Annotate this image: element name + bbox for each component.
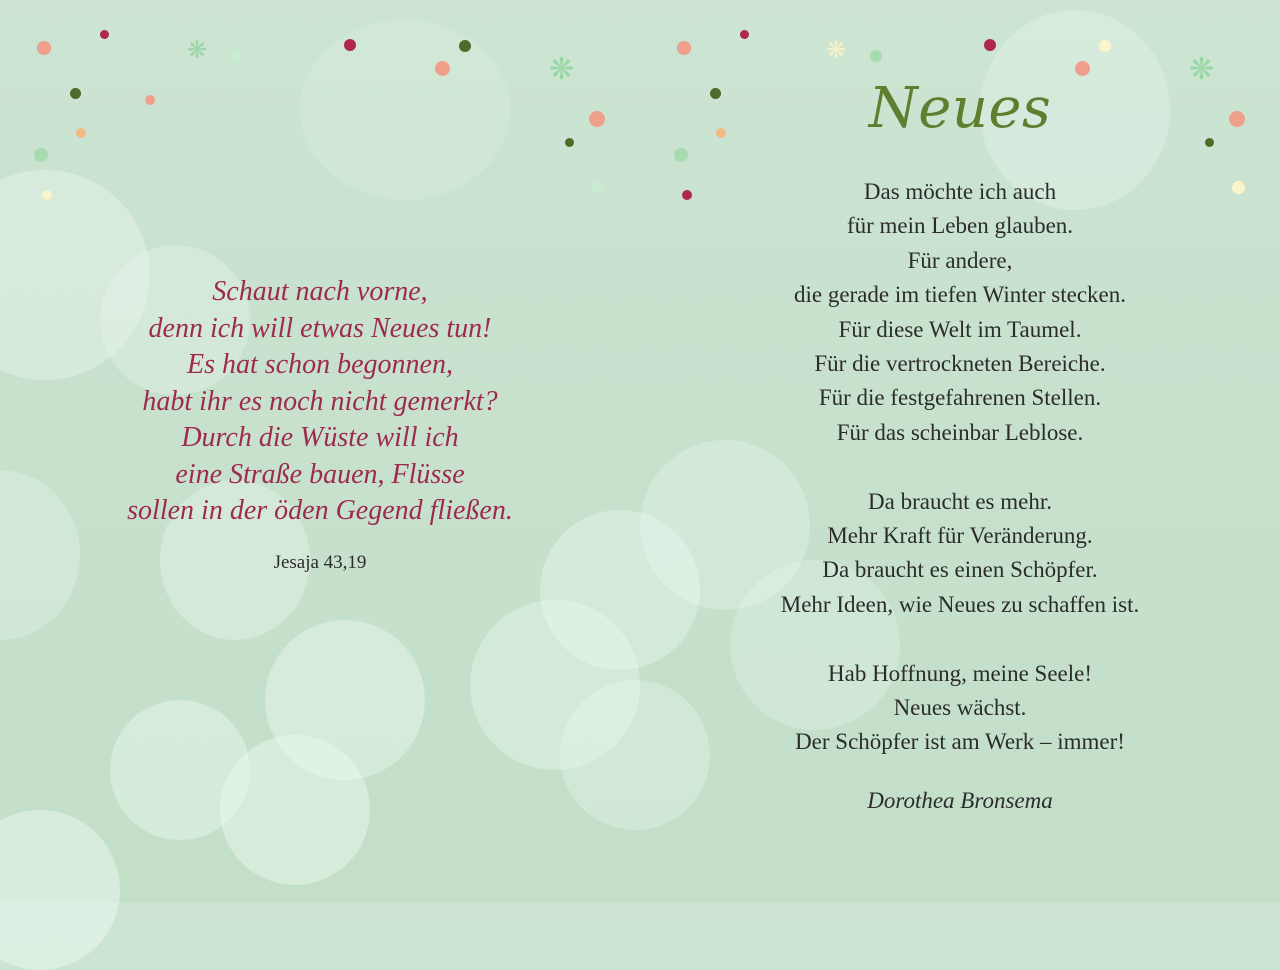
- quote-line: Es hat schon begonnen,: [187, 349, 453, 380]
- quote-line: sollen in der öden Gegend fließen.: [127, 495, 513, 526]
- confetti-dot: [344, 39, 356, 51]
- poem-author: Dorothea Bronsema: [867, 788, 1053, 813]
- poem-line: die gerade im tiefen Winter stecken.: [793, 282, 1126, 308]
- right-page: [640, 0, 1280, 902]
- poem-line: für mein Leben glauben.: [846, 213, 1074, 239]
- poem-line: Da braucht es mehr.: [868, 488, 1052, 514]
- confetti-dot: [740, 30, 749, 39]
- confetti-dot: [230, 50, 242, 62]
- flower-icon: ❋: [826, 36, 847, 64]
- confetti-dot: [100, 30, 109, 39]
- confetti-dot: [589, 111, 605, 127]
- bible-quote: [0, 274, 640, 530]
- poem-title: Neues: [868, 76, 1052, 141]
- poem-line: Der Schöpfer ist am Werk – immer!: [795, 729, 1125, 755]
- poem-stanza: [640, 175, 1280, 450]
- poem-line: Für die vertrockneten Bereiche.: [814, 351, 1106, 377]
- flower-icon: ❋: [187, 36, 208, 64]
- poem-line: Mehr Ideen, wie Neues zu schaffen ist.: [780, 591, 1140, 617]
- confetti-dot: [674, 148, 688, 162]
- confetti-dot: [42, 190, 52, 200]
- confetti-dot: [565, 138, 574, 147]
- quote-line: Schaut nach vorne,: [212, 276, 428, 307]
- left-page: [0, 0, 640, 902]
- confetti-dot: [76, 128, 86, 138]
- poem-line: Für andere,: [907, 247, 1013, 273]
- quote-line: eine Straße bauen, Flüsse: [175, 458, 465, 490]
- confetti-dot: [435, 61, 450, 76]
- poem-line: Mehr Kraft für Veränderung.: [827, 523, 1093, 549]
- confetti-dot: [145, 95, 155, 105]
- confetti-dot: [1099, 40, 1111, 52]
- poem-stanza: [640, 485, 1280, 623]
- poem-body: [640, 175, 1280, 794]
- quote-reference: Jesaja 43,19: [273, 552, 367, 573]
- poem-line: Neues wächst.: [893, 695, 1027, 721]
- confetti-dot: [984, 39, 996, 51]
- flower-icon: ❋: [549, 52, 575, 87]
- confetti-dot: [677, 41, 691, 55]
- poem-line: Für diese Welt im Taumel.: [838, 316, 1082, 342]
- quote-line: habt ihr es noch nicht gemerkt?: [142, 385, 498, 417]
- poem-line: Das möchte ich auch: [863, 179, 1057, 204]
- poem-stanza: [640, 657, 1280, 760]
- confetti-dot: [34, 148, 48, 162]
- poem-line: Hab Hoffnung, meine Seele!: [828, 660, 1092, 686]
- confetti-dot: [459, 40, 471, 52]
- flower-icon: ❋: [1189, 52, 1215, 87]
- quote-line: Durch die Wüste will ich: [181, 422, 459, 453]
- confetti-dot: [592, 181, 604, 193]
- poem-line: Für die festgefahrenen Stellen.: [818, 385, 1102, 411]
- confetti-dot: [1075, 61, 1090, 76]
- confetti-dot: [870, 50, 882, 62]
- poem-line: Da braucht es einen Schöpfer.: [822, 557, 1098, 583]
- confetti-dot: [70, 88, 81, 99]
- quote-line: denn ich will etwas Neues tun!: [148, 312, 492, 344]
- confetti-dot: [37, 41, 51, 55]
- poem-line: Für das scheinbar Leblose.: [836, 419, 1084, 445]
